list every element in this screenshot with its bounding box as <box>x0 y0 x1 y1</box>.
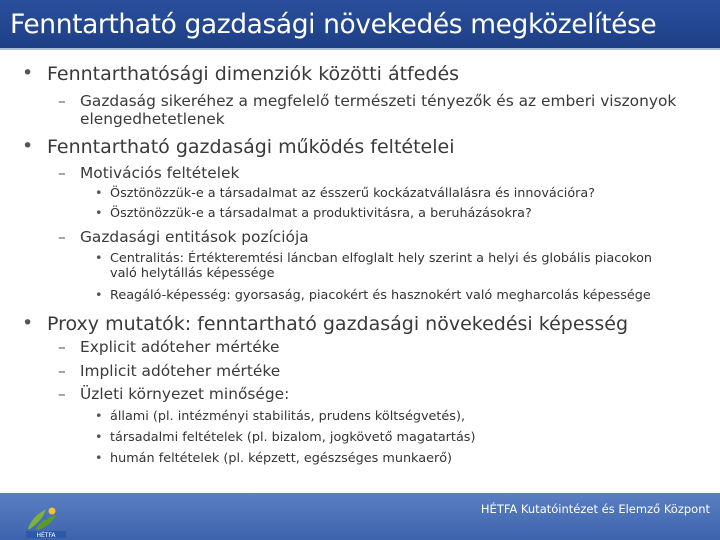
bullet-operation-conditions: Fenntartható gazdasági működés feltételei <box>47 136 455 158</box>
dash-marker: – <box>58 385 66 403</box>
bullet-economy-line1: Gazdaság sikeréhez a megfelelő természeti tényezők és az emberi viszonyok <box>80 92 677 110</box>
dash-marker: – <box>58 92 66 110</box>
bullet-responsiveness: Reagáló-képesség: gyorsaság, piacokért és hasznokért való megharcolás képessége <box>110 288 651 303</box>
hetfa-logo-icon <box>22 499 70 539</box>
bullet-overlap: Fenntarthatósági dimenziók közötti átfedés <box>47 63 460 85</box>
logo-label: HÉTFA <box>36 532 56 539</box>
bullet-state-conditions: állami (pl. intézményi stabilitás, prudens költségvetés), <box>110 409 466 424</box>
bullet-entity-position: Gazdasági entitások pozíciója <box>80 228 309 246</box>
bullet-marker: • <box>95 451 103 466</box>
bullet-proxy-indicators: Proxy mutatók: fenntartható gazdasági növekedési képesség <box>47 313 629 335</box>
bullet-marker: • <box>22 312 34 334</box>
bullet-productivity: Ösztönözzük-e a társadalmat a produktivitásra, a beruházásokra? <box>110 206 532 221</box>
bullet-centrality-line1: Centralitás: Értékteremtési láncban elfoglalt hely szerint a helyi és globális piacokon <box>110 251 653 266</box>
bullet-marker: • <box>95 206 103 221</box>
bullet-marker: • <box>95 186 103 201</box>
footer-organization: HÉTFA Kutatóintézet és Elemző Központ <box>480 502 710 516</box>
bullet-human-conditions: humán feltételek (pl. képzett, egészséges munkaerő) <box>110 451 453 466</box>
bullet-risk-innovation: Ösztönözzük-e a társadalmat az ésszerű kockázatvállalásra és innovációra? <box>110 186 596 201</box>
dash-marker: – <box>58 362 66 380</box>
bullet-marker: • <box>22 62 34 84</box>
bullet-motivation: Motivációs feltételek <box>80 164 240 182</box>
bullet-social-conditions: társadalmi feltételek (pl. bizalom, jogkövető magatartás) <box>110 430 476 445</box>
bullet-marker: • <box>95 409 103 424</box>
bullet-business-environment: Üzleti környezet minősége: <box>80 385 290 403</box>
footer-bar <box>0 493 720 540</box>
bullet-economy-line2: elengedhetetlenek <box>80 110 225 128</box>
bullet-marker: • <box>95 288 103 303</box>
slide-title: Fenntartható gazdasági növekedés megközelítése <box>10 9 657 40</box>
dash-marker: – <box>58 228 66 246</box>
bullet-marker: • <box>95 251 103 266</box>
bullet-centrality-line2: való helytállás képessége <box>110 266 275 281</box>
title-bar <box>0 0 720 50</box>
bullet-marker: • <box>95 430 103 445</box>
bullet-explicit-tax: Explicit adóteher mértéke <box>80 338 280 356</box>
bullet-implicit-tax: Implicit adóteher mértéke <box>80 362 281 380</box>
bullet-marker: • <box>22 135 34 157</box>
dash-marker: – <box>58 338 66 356</box>
dash-marker: – <box>58 164 66 182</box>
